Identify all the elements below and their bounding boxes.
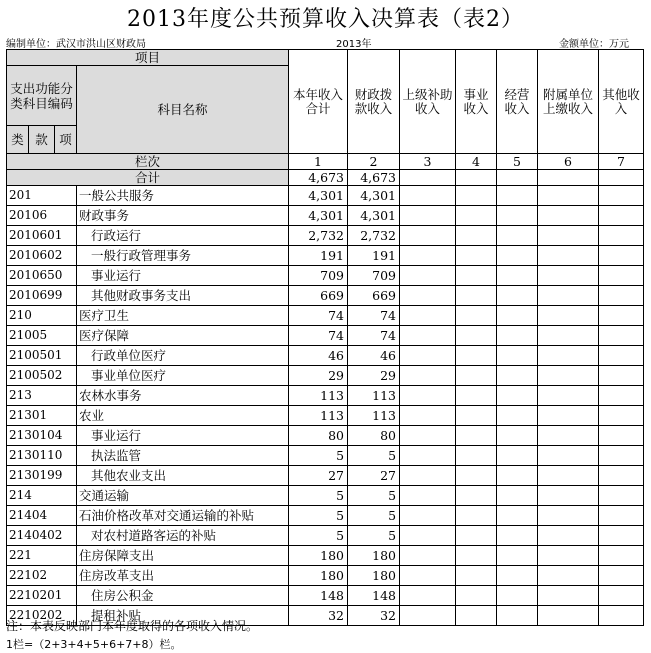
fiscal-income: 113: [348, 386, 400, 406]
empty-cell: [599, 566, 644, 586]
compiling-unit: 编制单位：武汉市洪山区财政局: [6, 39, 146, 50]
fiscal-income: 5: [348, 506, 400, 526]
empty-cell: [599, 506, 644, 526]
table-row: [7, 266, 644, 286]
empty-cell: [456, 186, 497, 206]
empty-cell: [456, 486, 497, 506]
income-total: 5: [289, 506, 348, 526]
subject-name: 住房改革支出: [77, 566, 289, 586]
subject-name: 事业运行: [77, 426, 289, 446]
empty-cell: [538, 406, 599, 426]
table-row: [7, 226, 644, 246]
empty-cell: [497, 466, 538, 486]
fiscal-income: 669: [348, 286, 400, 306]
note-formula: 1栏=（2+3+4+5+6+7+8）栏。: [6, 638, 182, 651]
fiscal-income: 5: [348, 526, 400, 546]
page-title: 2013年度公共预算收入决算表（表2）: [127, 7, 524, 32]
col-num-4: 4: [456, 154, 497, 170]
subject-name: 执法监管: [77, 446, 289, 466]
empty-cell: [497, 286, 538, 306]
header-row-lanci: [7, 154, 644, 170]
empty-cell: [456, 586, 497, 606]
subject-name: 财政事务: [77, 206, 289, 226]
empty-cell: [599, 306, 644, 326]
empty-cell: [538, 286, 599, 306]
header-col-7: 其他收入: [599, 50, 644, 154]
table-row: [7, 446, 644, 466]
empty-cell: [599, 526, 644, 546]
empty-cell: [400, 246, 456, 266]
col-num-5: 5: [497, 154, 538, 170]
table-row: [7, 186, 644, 206]
subject-code: 21404: [7, 506, 77, 526]
col-num-2: 2: [348, 154, 400, 170]
fiscal-income: 191: [348, 246, 400, 266]
subject-name: 农林水事务: [77, 386, 289, 406]
subject-name: 行政单位医疗: [77, 346, 289, 366]
fiscal-income: 80: [348, 426, 400, 446]
empty-cell: [456, 526, 497, 546]
header-kuan: 款: [29, 126, 55, 154]
header-col-6: 附属单位上缴收入: [538, 50, 599, 154]
subject-name: 农业: [77, 406, 289, 426]
empty-cell: [538, 446, 599, 466]
fiscal-income: 5: [348, 446, 400, 466]
fiscal-income: 74: [348, 326, 400, 346]
empty-cell: [456, 606, 497, 626]
subject-name: 其他财政事务支出: [77, 286, 289, 306]
empty-cell: [497, 546, 538, 566]
total-row: [7, 170, 644, 186]
subject-code: 2210201: [7, 586, 77, 606]
income-total: 4,301: [289, 186, 348, 206]
subject-code: 213: [7, 386, 77, 406]
empty-cell: [538, 346, 599, 366]
subject-name: 提租补贴: [77, 606, 289, 626]
header-func-code: 支出功能分类科目编码: [7, 66, 77, 126]
col-num-7: 7: [599, 154, 644, 170]
empty-cell: [400, 346, 456, 366]
empty-cell: [599, 406, 644, 426]
income-total: 2,732: [289, 226, 348, 246]
header-col-2: 财政拨款收入: [348, 50, 400, 154]
empty-cell: [599, 346, 644, 366]
income-total: 46: [289, 346, 348, 366]
income-total: 74: [289, 306, 348, 326]
subject-code: 2010602: [7, 246, 77, 266]
subject-code: 21005: [7, 326, 77, 346]
table-row: [7, 286, 644, 306]
header-col-1: 本年收入合计: [289, 50, 348, 154]
income-total: 5: [289, 446, 348, 466]
empty-cell: [497, 426, 538, 446]
empty-cell: [497, 526, 538, 546]
subject-code: 2130110: [7, 446, 77, 466]
empty-cell: [599, 586, 644, 606]
col-num-3: 3: [400, 154, 456, 170]
subject-name: 交通运输: [77, 486, 289, 506]
empty-cell: [400, 606, 456, 626]
header-xiang: 项: [55, 126, 77, 154]
empty-cell: [599, 446, 644, 466]
empty-cell: [400, 446, 456, 466]
empty-cell: [599, 326, 644, 346]
empty-cell: [400, 526, 456, 546]
empty-cell: [400, 566, 456, 586]
empty-cell: [400, 586, 456, 606]
empty-cell: [599, 486, 644, 506]
empty-cell: [497, 306, 538, 326]
budget-revenue-table: [6, 49, 644, 626]
empty-cell: [538, 506, 599, 526]
fiscal-income: 113: [348, 406, 400, 426]
subject-code: 21301: [7, 406, 77, 426]
empty-cell: [400, 406, 456, 426]
subject-code: 22102: [7, 566, 77, 586]
table-row: [7, 406, 644, 426]
income-total: 5: [289, 526, 348, 546]
table-row: [7, 486, 644, 506]
empty-cell: [456, 246, 497, 266]
empty-cell: [599, 246, 644, 266]
table-row: [7, 526, 644, 546]
empty-cell: [400, 466, 456, 486]
table-row: [7, 566, 644, 586]
empty-cell: [456, 426, 497, 446]
empty-cell: [456, 406, 497, 426]
fiscal-income: 29: [348, 366, 400, 386]
empty-cell: [456, 286, 497, 306]
empty-cell: [400, 266, 456, 286]
fiscal-income: 709: [348, 266, 400, 286]
subject-name: 住房公积金: [77, 586, 289, 606]
subject-code: 2100502: [7, 366, 77, 386]
fiscal-income: 180: [348, 566, 400, 586]
empty-cell: [599, 286, 644, 306]
empty-cell: [599, 466, 644, 486]
fiscal-income: 32: [348, 606, 400, 626]
income-total: 191: [289, 246, 348, 266]
empty-cell: [538, 306, 599, 326]
empty-cell: [538, 586, 599, 606]
income-total: 32: [289, 606, 348, 626]
table-row: [7, 346, 644, 366]
total-income: 4,673: [289, 170, 348, 186]
empty-cell: [538, 526, 599, 546]
empty-cell: [400, 186, 456, 206]
total-fiscal: 4,673: [348, 170, 400, 186]
header-lanci: 栏次: [7, 154, 289, 170]
empty-cell: [497, 246, 538, 266]
fiscal-income: 5: [348, 486, 400, 506]
empty-cell: [599, 366, 644, 386]
table-row: [7, 246, 644, 266]
empty-cell: [538, 546, 599, 566]
fiscal-income: 4,301: [348, 186, 400, 206]
empty-cell: [538, 266, 599, 286]
empty-cell: [599, 226, 644, 246]
subject-code: 2130199: [7, 466, 77, 486]
subject-name: 一般行政管理事务: [77, 246, 289, 266]
table-row: [7, 426, 644, 446]
subject-code: 201: [7, 186, 77, 206]
empty-cell: [497, 506, 538, 526]
empty-cell: [538, 186, 599, 206]
empty-cell: [497, 586, 538, 606]
empty-cell: [400, 486, 456, 506]
table-row: [7, 206, 644, 226]
empty-cell: [456, 446, 497, 466]
header-col-3: 上级补助收入: [400, 50, 456, 154]
empty-cell: [538, 366, 599, 386]
empty-cell: [456, 326, 497, 346]
table-row: [7, 506, 644, 526]
empty-cell: [456, 386, 497, 406]
subject-name: 住房保障支出: [77, 546, 289, 566]
income-total: 27: [289, 466, 348, 486]
empty-cell: [497, 406, 538, 426]
empty-cell: [497, 566, 538, 586]
empty-cell: [400, 206, 456, 226]
income-total: 4,301: [289, 206, 348, 226]
subject-code: 210: [7, 306, 77, 326]
header-col-5: 经营收入: [497, 50, 538, 154]
empty-cell: [538, 426, 599, 446]
empty-cell: [599, 186, 644, 206]
subject-code: 214: [7, 486, 77, 506]
empty-cell: [400, 546, 456, 566]
empty-cell: [538, 226, 599, 246]
empty-cell: [456, 506, 497, 526]
income-total: 5: [289, 486, 348, 506]
subject-code: 2140402: [7, 526, 77, 546]
subject-name: 医疗卫生: [77, 306, 289, 326]
income-total: 80: [289, 426, 348, 446]
header-project: 项目: [7, 50, 289, 66]
note-description: 注：本表反映部门本年度取得的各项收入情况。: [6, 619, 259, 633]
empty-cell: [538, 326, 599, 346]
header-row-project: [7, 50, 644, 66]
fiscal-income: 180: [348, 546, 400, 566]
subject-name: 事业单位医疗: [77, 366, 289, 386]
empty-cell: [497, 226, 538, 246]
income-total: 113: [289, 406, 348, 426]
empty-cell: [599, 606, 644, 626]
fiscal-income: 4,301: [348, 206, 400, 226]
empty-cell: [497, 486, 538, 506]
subject-code: 2210202: [7, 606, 77, 626]
empty-cell: [497, 366, 538, 386]
empty-cell: [400, 326, 456, 346]
empty-cell: [456, 346, 497, 366]
table-row: [7, 586, 644, 606]
total-label: 合计: [7, 170, 289, 186]
table-row: [7, 366, 644, 386]
empty-cell: [497, 606, 538, 626]
col-num-6: 6: [538, 154, 599, 170]
empty-cell: [456, 266, 497, 286]
subject-code: 2130104: [7, 426, 77, 446]
income-total: 148: [289, 586, 348, 606]
fiscal-income: 74: [348, 306, 400, 326]
empty-cell: [497, 266, 538, 286]
empty-cell: [400, 306, 456, 326]
subject-code: 2010699: [7, 286, 77, 306]
empty-cell: [400, 506, 456, 526]
subject-code: 20106: [7, 206, 77, 226]
empty-cell: [538, 206, 599, 226]
empty-cell: [456, 366, 497, 386]
empty-cell: [400, 386, 456, 406]
empty-cell: [400, 426, 456, 446]
income-total: 29: [289, 366, 348, 386]
empty-cell: [456, 306, 497, 326]
empty-cell: [497, 446, 538, 466]
fiscal-income: 27: [348, 466, 400, 486]
empty-cell: [599, 206, 644, 226]
empty-cell: [456, 226, 497, 246]
amount-unit: 金额单位：万元: [559, 39, 629, 50]
table-row: [7, 546, 644, 566]
subject-name: 行政运行: [77, 226, 289, 246]
empty-cell: [538, 566, 599, 586]
empty-cell: [400, 366, 456, 386]
subject-name: 一般公共服务: [77, 186, 289, 206]
subject-code: 2100501: [7, 346, 77, 366]
empty-cell: [456, 566, 497, 586]
empty-cell: [497, 206, 538, 226]
col-num-1: 1: [289, 154, 348, 170]
header-subject-name: 科目名称: [77, 66, 289, 154]
subject-code: 2010601: [7, 226, 77, 246]
empty-cell: [456, 206, 497, 226]
table-row: [7, 466, 644, 486]
empty-cell: [456, 546, 497, 566]
empty-cell: [599, 546, 644, 566]
table-row: [7, 306, 644, 326]
fiscal-income: 148: [348, 586, 400, 606]
subject-code: 221: [7, 546, 77, 566]
empty-cell: [497, 346, 538, 366]
header-col-4: 事业收入: [456, 50, 497, 154]
table-row: [7, 326, 644, 346]
header-lei: 类: [7, 126, 29, 154]
fiscal-income: 46: [348, 346, 400, 366]
subject-name: 医疗保障: [77, 326, 289, 346]
subject-name: 其他农业支出: [77, 466, 289, 486]
income-total: 180: [289, 546, 348, 566]
empty-cell: [538, 606, 599, 626]
empty-cell: [538, 466, 599, 486]
fiscal-income: 2,732: [348, 226, 400, 246]
empty-cell: [456, 466, 497, 486]
empty-cell: [497, 386, 538, 406]
income-total: 74: [289, 326, 348, 346]
income-total: 709: [289, 266, 348, 286]
report-year: 2013年: [336, 39, 372, 50]
empty-cell: [538, 486, 599, 506]
income-total: 113: [289, 386, 348, 406]
empty-cell: [538, 386, 599, 406]
empty-cell: [400, 286, 456, 306]
income-total: 669: [289, 286, 348, 306]
empty-cell: [497, 186, 538, 206]
empty-cell: [599, 266, 644, 286]
empty-cell: [538, 246, 599, 266]
subject-name: 事业运行: [77, 266, 289, 286]
income-total: 180: [289, 566, 348, 586]
empty-cell: [497, 326, 538, 346]
subject-name: 对农村道路客运的补贴: [77, 526, 289, 546]
subject-code: 2010650: [7, 266, 77, 286]
table-row: [7, 386, 644, 406]
empty-cell: [400, 226, 456, 246]
empty-cell: [599, 426, 644, 446]
subject-name: 石油价格改革对交通运输的补贴: [77, 506, 289, 526]
empty-cell: [599, 386, 644, 406]
